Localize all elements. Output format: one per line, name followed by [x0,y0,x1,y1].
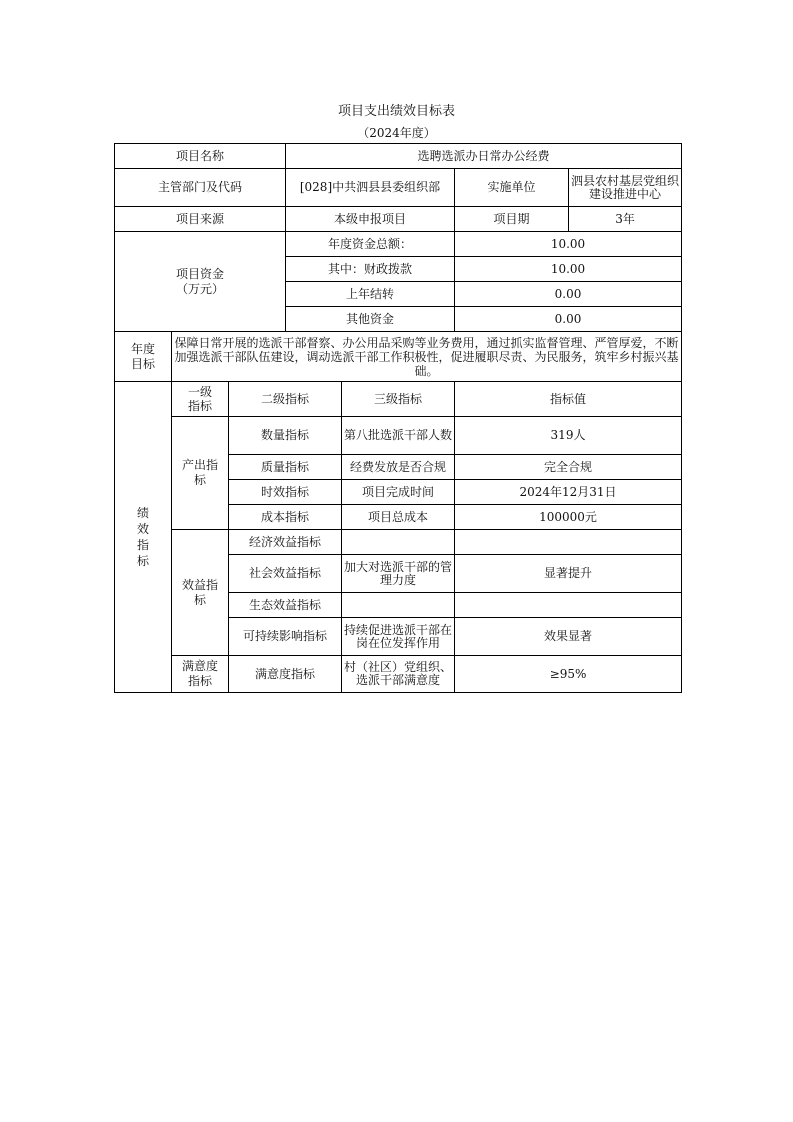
output-level3: 第八批选派干部人数 [342,417,455,455]
project-name-value: 选聘选派办日常办公经费 [286,144,682,169]
impl-unit-value: 泗县农村基层党组织建设推进中心 [569,169,682,207]
table-row [115,169,682,207]
benefit-value: 效果显著 [455,618,682,656]
table-row [115,232,682,257]
output-level2: 数量指标 [229,417,342,455]
output-level2: 时效指标 [229,480,342,505]
period-label: 项目期 [455,207,569,232]
funds-fiscal-label: 其中：财政拨款 [286,257,455,282]
benefit-level3 [342,530,455,555]
source-label: 项目来源 [115,207,286,232]
table-row [115,530,682,555]
benefit-value [455,530,682,555]
funds-total-label: 年度资金总额： [286,232,455,257]
performance-goal-table [114,143,682,693]
output-value: 100000元 [455,505,682,530]
funds-label: 项目资金 （万元） [115,232,286,332]
benefit-level3: 加大对选派干部的管理力度 [342,555,455,593]
satisfaction-level3: 村（社区）党组织、选派干部满意度 [342,656,455,693]
table-row [115,656,682,693]
benefit-level3 [342,593,455,618]
table-row [115,207,682,232]
output-level3: 经费发放是否合规 [342,455,455,480]
output-level2: 成本指标 [229,505,342,530]
output-level3: 项目完成时间 [342,480,455,505]
satisfaction-level2: 满意度指标 [229,656,342,693]
output-value: 2024年12月31日 [455,480,682,505]
period-value: 3年 [569,207,682,232]
funds-carryover-value: 0.00 [455,282,682,307]
header-level1: 一级 指标 [172,382,229,417]
table-row [115,332,682,382]
header-level2: 二级指标 [229,382,342,417]
header-level3: 三级指标 [342,382,455,417]
benefit-level2: 可持续影响指标 [229,618,342,656]
indicators-section-text: 绩效指标 [136,506,149,568]
benefit-level2: 生态效益指标 [229,593,342,618]
funds-carryover-label: 上年结转 [286,282,455,307]
impl-unit-label: 实施单位 [455,169,569,207]
source-value: 本级申报项目 [286,207,455,232]
project-name-label: 项目名称 [115,144,286,169]
table-row [115,382,682,417]
header-value: 指标值 [455,382,682,417]
benefit-level1-label: 效益指 标 [172,530,229,656]
annual-goal-label: 年度 目标 [115,332,172,382]
dept-label: 主管部门及代码 [115,169,286,207]
benefit-value: 显著提升 [455,555,682,593]
indicators-section-label [115,382,172,693]
table-row [115,144,682,169]
benefit-value [455,593,682,618]
table-row [115,417,682,455]
output-level1-label: 产出指 标 [172,417,229,530]
output-level2: 质量指标 [229,455,342,480]
funds-other-label: 其他资金 [286,307,455,332]
output-level3: 项目总成本 [342,505,455,530]
output-value: 319人 [455,417,682,455]
output-value: 完全合规 [455,455,682,480]
benefit-level2: 经济效益指标 [229,530,342,555]
satisfaction-level1-label: 满意度 指标 [172,656,229,693]
benefit-level2: 社会效益指标 [229,555,342,593]
satisfaction-value: ≥95% [455,656,682,693]
funds-other-value: 0.00 [455,307,682,332]
benefit-level3: 持续促进选派干部在岗在位发挥作用 [342,618,455,656]
table-title: 项目支出绩效目标表 [337,104,455,119]
funds-fiscal-value: 10.00 [455,257,682,282]
table-subtitle: （2024年度） [357,126,436,140]
dept-value: [028]中共泗县县委组织部 [286,169,455,207]
annual-goal-text: 保障日常开展的选派干部督察、办公用品采购等业务费用，通过抓实监督管理、严管厚爱，不断加强选派干部队伍建设，调动选派干部工作积极性，促进履职尽责、为民服务，筑牢乡村振兴基础。 [172,332,682,382]
funds-total-value: 10.00 [455,232,682,257]
